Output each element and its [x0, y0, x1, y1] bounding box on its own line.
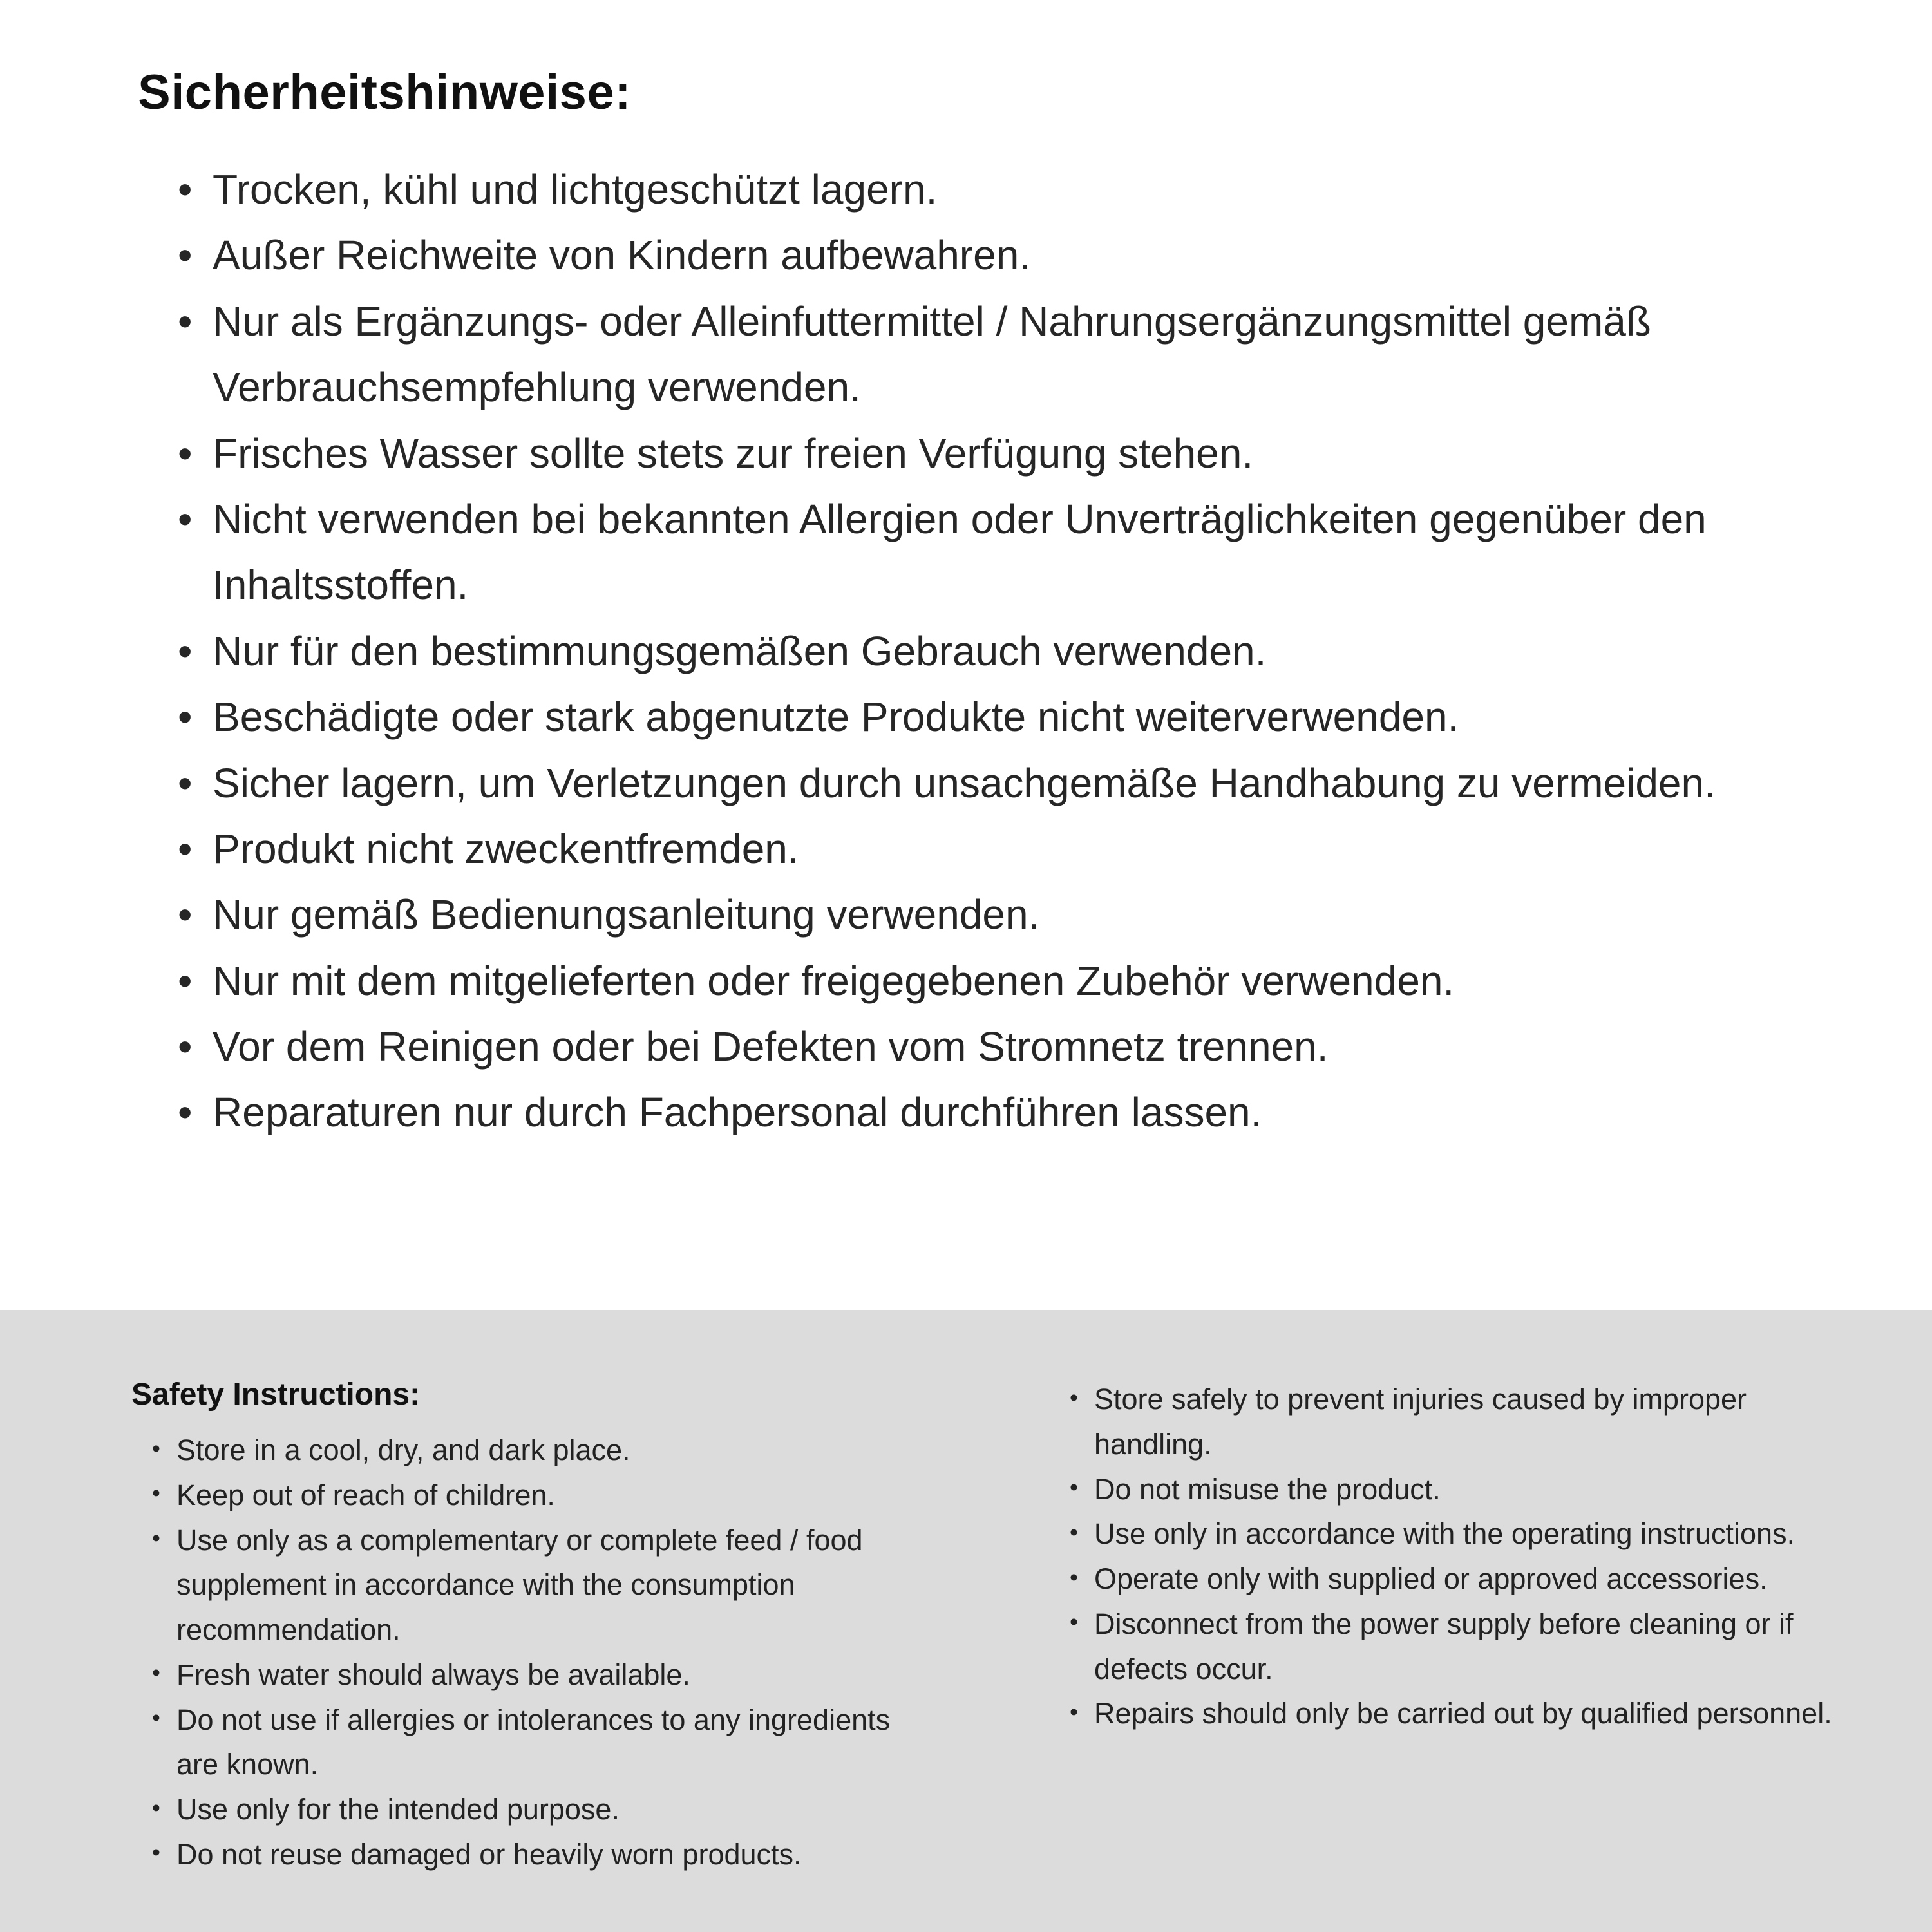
english-safety-item: • Use only as a complementary or complete feed / food supplement in accordance with the consumption recommendation. — [149, 1518, 906, 1653]
english-safety-item: • Repairs should only be carried out by qualified personnel. — [1067, 1691, 1842, 1736]
english-safety-item: • Keep out of reach of children. — [149, 1473, 906, 1518]
german-safety-item: • Trocken, kühl und lichtgeschützt lagern. — [174, 156, 1771, 222]
english-safety-item: • Disconnect from the power supply before cleaning or if defects occur. — [1067, 1602, 1842, 1692]
german-safety-item: • Vor dem Reinigen oder bei Defekten vom Stromnetz trennen. — [174, 1014, 1771, 1079]
german-safety-list — [138, 156, 1771, 1146]
english-safety-list-left — [131, 1428, 906, 1877]
english-safety-item: • Use only in accordance with the operating instructions. — [1067, 1511, 1842, 1557]
german-safety-item: • Frisches Wasser sollte stets zur freien Verfügung stehen. — [174, 421, 1771, 486]
english-safety-item: • Do not use if allergies or intolerances to any ingredients are known. — [149, 1698, 906, 1788]
german-safety-item: • Nur gemäß Bedienungsanleitung verwenden. — [174, 882, 1771, 947]
english-safety-item: • Operate only with supplied or approved accessories. — [1067, 1557, 1842, 1602]
german-safety-item: • Nicht verwenden bei bekannten Allergien oder Unverträglichkeiten gegenüber den Inhaltsstoffen. — [174, 486, 1771, 618]
german-safety-item: • Beschädigte oder stark abgenutzte Produkte nicht weiterverwenden. — [174, 684, 1771, 750]
english-safety-item: • Store safely to prevent injuries caused by improper handling. — [1067, 1377, 1842, 1467]
english-section — [0, 1310, 1932, 1932]
german-safety-item: • Sicher lagern, um Verletzungen durch unsachgemäße Handhabung zu vermeiden. — [174, 750, 1771, 816]
english-safety-item: • Do not reuse damaged or heavily worn products. — [149, 1832, 906, 1877]
german-heading: Sicherheitshinweise: — [138, 65, 632, 120]
german-safety-item: • Außer Reichweite von Kindern aufbewahren. — [174, 222, 1771, 288]
english-safety-item: • Do not misuse the product. — [1067, 1467, 1842, 1512]
english-safety-item: • Fresh water should always be available. — [149, 1653, 906, 1698]
english-safety-list-right — [1067, 1377, 1842, 1736]
english-safety-item: • Use only for the intended purpose. — [149, 1787, 906, 1832]
english-safety-item: • Store in a cool, dry, and dark place. — [149, 1428, 906, 1473]
german-safety-item: • Nur mit dem mitgelieferten oder freigegebenen Zubehör verwenden. — [174, 948, 1771, 1014]
german-safety-item: • Produkt nicht zweckentfremden. — [174, 816, 1771, 882]
german-safety-item: • Reparaturen nur durch Fachpersonal durchführen lassen. — [174, 1079, 1771, 1145]
english-right-column — [1067, 1377, 1842, 1736]
english-heading: Safety Instructions: — [131, 1378, 421, 1412]
german-safety-item: • Nur für den bestimmungsgemäßen Gebrauch verwenden. — [174, 618, 1771, 684]
german-safety-item: • Nur als Ergänzungs- oder Alleinfuttermittel / Nahrungsergänzungsmittel gemäß Verbrauchsempfehlung verwenden. — [174, 289, 1771, 421]
english-left-column — [131, 1377, 906, 1877]
